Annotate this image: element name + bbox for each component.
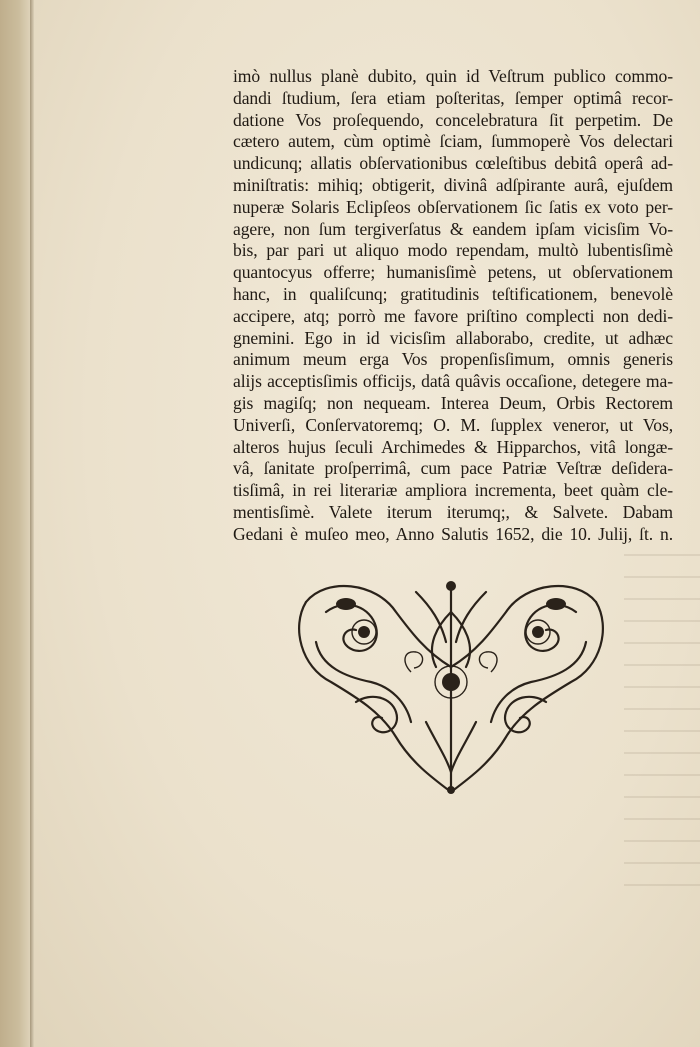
text-line-20: tisſimâ, in rei literariæ ampliora incrementa, beet quàm cle-: [233, 480, 673, 501]
text-line-11: hanc, in qualiſcunq; gratitudinis teſtificationem, benevolè: [233, 283, 673, 304]
text-line-12: accipere, atq; porrò me favore priſtino complecti non dedi-: [233, 305, 673, 326]
text-line-19: vâ, ſanitate proſperrimâ, cum pace Patriæ Veſtræ deſidera-: [233, 458, 673, 479]
text-line-14: animum meum erga Vos propenſisſimum, omnis generis: [233, 349, 673, 370]
text-line-2: dandi ſtudium, ſera etiam poſteritas, ſemper optimâ recor-: [233, 87, 673, 108]
text-line-17: Univerſi, Conſervatoremq; O. M. ſupplex veneror, ut Vos,: [233, 414, 673, 435]
text-line-22: Gedani è muſeo meo, Anno Salutis 1652, die 10. Julij, ſt. n.: [233, 523, 673, 544]
text-line-9: bis, par pari ut aliquo modo rependam, multò lubentisſimè: [233, 240, 673, 261]
text-line-1: imò nullus planè dubito, quin id Veſtrum publico commo-: [233, 66, 673, 86]
text-line-16: gis magiſq; non nequeam. Interea Deum, Orbis Rectorem: [233, 392, 673, 413]
text-line-21: mentisſimè. Valete iterum iterumq;, & Salvete. Dabam: [233, 501, 673, 522]
text-line-3: datione Vos proſequendo, concelebratura ſit perpetim. De: [233, 109, 673, 130]
book-binding-edge: [0, 0, 34, 1047]
latin-text-block: [233, 66, 673, 546]
show-through-text: [624, 540, 700, 900]
text-line-13: gnemini. Ego in id vicisſim allaborabo, credite, ut adhæc: [233, 327, 673, 348]
text-line-10: quantocyus offerre; humanisſimè petens, ut obſervationem: [233, 262, 673, 283]
text-line-5: undicunq; allatis obſervationibus cœleſtibus debitâ operâ ad-: [233, 153, 673, 174]
text-line-4: cætero autem, cùm optimè ſciam, ſummoperè Vos delectari: [233, 131, 673, 152]
text-line-15: alijs acceptisſimis officijs, datâ quâvis occaſione, detegere ma-: [233, 371, 673, 392]
text-line-18: alteros hujus ſeculi Archimedes & Hipparchos, vitâ longæ-: [233, 436, 673, 457]
text-line-7: nuperæ Solaris Eclipſeos obſervationem ſic ſatis ex voto per-: [233, 196, 673, 217]
floral-tailpiece-ornament: [286, 572, 616, 802]
text-line-8: agere, non ſum tergiverſatus & eandem ipſam vicisſim Vo-: [233, 218, 673, 239]
text-line-6: miniſtratis: mihiq; obtigerit, divinâ adſpirante aurâ, ejuſdem: [233, 174, 673, 195]
